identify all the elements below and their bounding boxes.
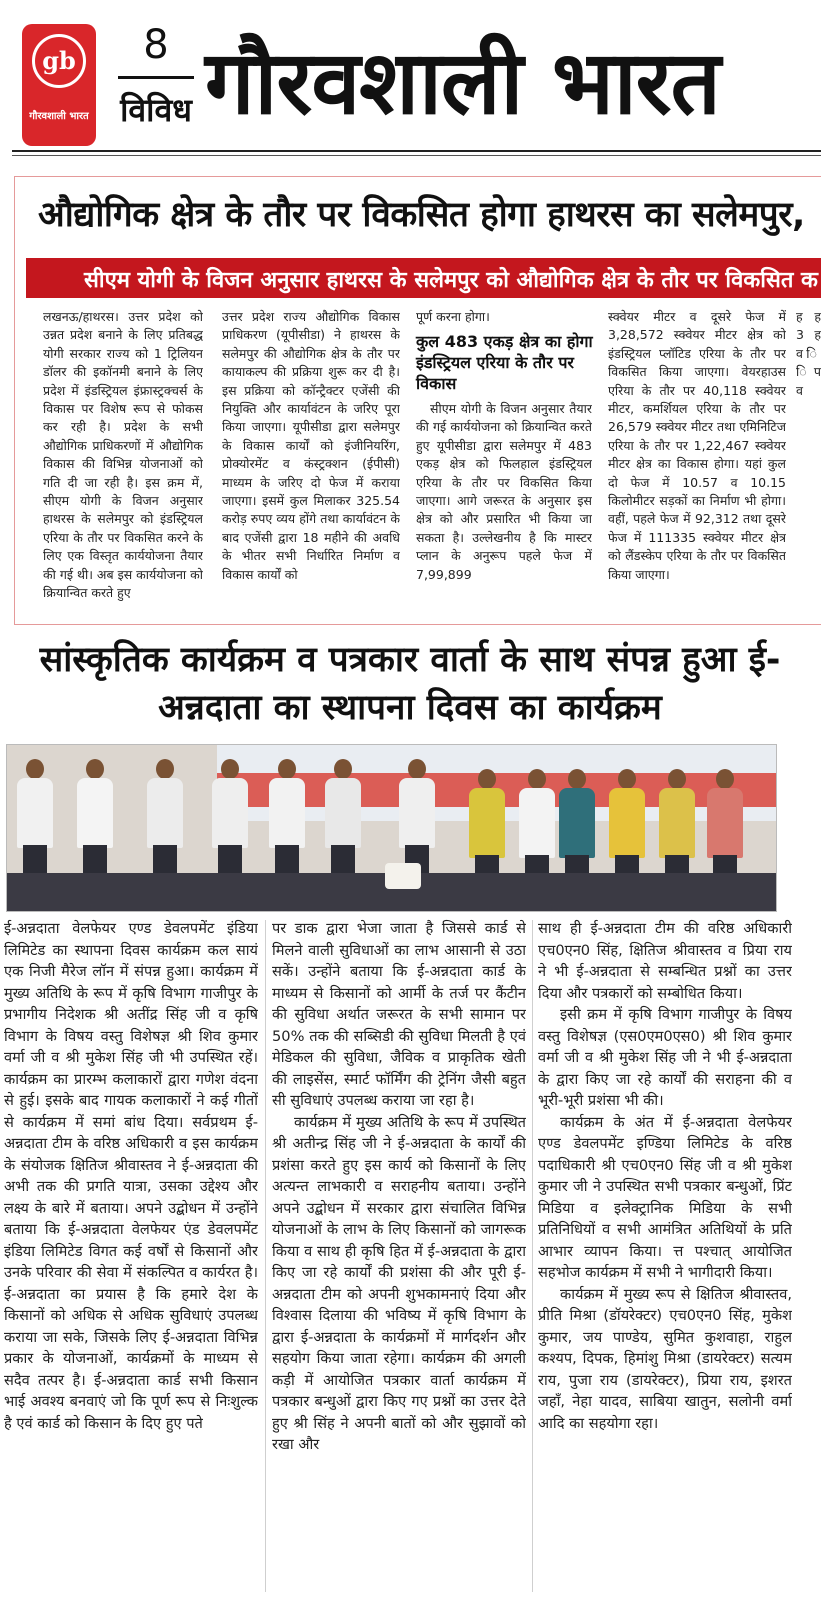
logo-ring-icon: [32, 34, 86, 88]
photo-person-body: [269, 778, 305, 848]
photo-person-head: [26, 759, 44, 779]
story2-paragraph: इसी क्रम में कृषि विभाग गाजीपुर के विषय वस्तु विशेषज्ञ (एस0एम0एस0) श्री शिव कुमार वर्मा जी व श्री मुकेश सिंह जी ने भी ई-अन्नदाता के द्वारा किए जा रहे कार्यों की सराहना की व भूरी-भूरी प्रशंसा भी की।: [538, 1006, 792, 1109]
story1-column-3: सीएम योगी के विजन अनुसार तैयार की गई कार्ययोजना को क्रियान्वित करते हुए यूपीसीडा द्वारा सलेमपुर में 483 एकड़ क्षेत्र को फिलहाल इंडस्ट्रियल एरिया के तौर पर विकसित किया जाएगा। आगे जरूरत के अनुसार इस क्षेत्र को और प्रसारित भी किया जा सकता है। उल्लेखनीय है कि मास्टर प्लान के अनुरूप पहले फेज में 7,99,899: [416, 401, 592, 582]
story1-subheading: कुल 483 एकड़ क्षेत्र का होगा इंडस्ट्रियल एरिया के तौर पर विकास: [416, 332, 593, 393]
photo-person-body: [519, 788, 555, 858]
column-divider: [532, 920, 533, 1592]
photo-person-head: [618, 769, 636, 789]
section-label: विविध: [120, 91, 192, 129]
story1-column-4: स्क्वेयर मीटर व दूसरे फेज में 3,28,572 स्क्वेयर मीटर क्षेत्र को इंडस्ट्रियल प्लॉटिड एरिया के तौर पर विकसित किया जाएगा। वेयरहाउस एरिया के तौर पर 40,118 स्क्वेयर मीटर, कमर्शियल एरिया के तौर पर 26,579 स्क्वेयर मीटर तथा एमिनिटिज एरिया के तौर पर 1,22,467 स्क्वेयर मीटर क्षेत्र का विकास होगा। यहां कुल दो फेज में 10.57 व 10.15 किलोमीटर सड़कों का निर्माण भी होगा। वहीं, पहले फेज में 92,312 तथा दूसरे फेज में 111335 स्क्वेयर मीटर क्षेत्र को लैंडस्केप एरिया के तौर पर विकसित किया जाएगा।: [608, 309, 786, 582]
paper-name: गौरवशाली भारत: [205, 31, 720, 134]
masthead-rule: [12, 150, 821, 152]
story2-paragraph: कार्यक्रम के अंत में ई-अन्नदाता वेलफेयर एण्ड डेवलपमेंट इण्डिया लिमिटेड के वरिष्ठ पदाधिकारी श्री एच0एन0 सिंह जी व श्री मुकेश कुमार जी ने उपस्थित सभी पत्रकार बन्धुओं, प्रिंट मिडिया व इलेक्ट्रानिक मिडिया के सभी प्रतिनिधियों व सभी आमंत्रित अतिथियों के प्रति आभार व्यापन किया। त्त पश्चात् आयोजित सहभोज कार्यक्रम में सभी ने भागीदारी किया।: [538, 1113, 792, 1281]
page-number: 8: [143, 22, 169, 68]
story2-paragraph: साथ ही ई-अन्नदाता टीम की वरिष्ठ अधिकारी एच0एन0 सिंह, क्षितिज श्रीवास्तव व प्रिया राय ने भी ई-अन्नदाता से सम्बन्धित प्रश्नों का उत्तर दिया और पत्रकारों को सम्बोधित किया।: [538, 920, 792, 1002]
newspaper-logo: [22, 24, 96, 146]
story1-column-2: उत्तर प्रदेश राज्य औद्योगिक विकास प्राधिकरण (यूपीसीडा) ने हाथरस के सलेमपुर की औद्योगिक क्षेत्र के तौर पर कायाकल्प की प्रक्रिया शुरू कर दी है। इस प्रक्रिया को कॉन्ट्रैक्टर एजेंसी की नियुक्ति और कार्यावंटन के जरिए पूरा किया जाएगा। यूपीसीडा द्वारा सलेमपुर के विकास कार्यों को इंजीनियरिंग, प्रोक्योरमेंट व कंस्ट्रक्शन (ईपीसी) माध्यम के जरिए दो फेज में कराया जाएगा। इसमें कुल मिलाकर 325.54 करोड़ रुपए व्यय होंगे तथा कार्यावंटन के बाद एजेंसी द्वारा 18 महीने की अवधि के भीतर सभी निर्धारित निर्माण व विकास कार्यों को: [222, 309, 400, 582]
photo-person-head: [221, 759, 239, 779]
event-photo: [6, 744, 777, 912]
story1-headline: औद्योगिक क्षेत्र के तौर पर विकसित होगा हाथरस का सलेमपुर,: [38, 195, 805, 235]
photo-person-body: [212, 778, 248, 848]
logo-text: गौरवशाली भारत: [29, 111, 89, 122]
story2-column-3: [538, 918, 792, 1594]
photo-person-body: [325, 778, 361, 848]
story2-headline: सांस्कृतिक कार्यक्रम व पत्रकार वार्ता के साथ संपन्न हुआ ई-अन्नदाता का स्थापना दिवस का कार्यक्रम: [39, 640, 781, 728]
masthead: [0, 0, 821, 158]
column-divider: [265, 920, 266, 1592]
photo-person-body: [77, 778, 113, 848]
photo-person-body: [17, 778, 53, 848]
story2-paragraph: कार्यक्रम में मुख्य रूप से क्षितिज श्रीवास्तव, प्रीति मिश्रा (डॉयरेक्टर) एच0एन0 सिंह, मुकेश कुमार, जय पाण्डेय, सुमित कुशवाहा, राहुल कश्यप, दिपक, हिमांशु मिश्रा (डायरेक्टर) सत्यम राय, पुजा राय (डायरेक्टर), प्रिया राय, इशरत जहाँ, नेहा यादव, साबिया खातुन, सलोनी वर्मा आदि का सहयोगा रहा।: [538, 1285, 792, 1432]
story2-column-2: [272, 918, 526, 1594]
photo-person-body: [559, 788, 595, 858]
story1-deck-text: सीएम योगी के विजन अनुसार हाथरस के सलेमपुर को औद्योगिक क्षेत्र के तौर पर विकसित क: [84, 268, 818, 293]
story2-paragraph: पर डाक द्वारा भेजा जाता है जिससे कार्ड से मिलने वाली सुविधाओं का लाभ आसानी से उठा सकें। उन्होंने बताया कि ई-अन्नदाता कार्ड के माध्यम से किसानों को आर्मी के तर्ज पर कैंटीन की सुविधा अर्थात जरूरत के सभी सामान पर 50% तक की सब्सिडी की सुविधा मिलती है एवं मेडिकल की सुविधा, जैविक व प्राकृतिक खेती की लाइसेंस, स्मार्ट फॉर्मिंग की ट्रेनिंग जैसी बहुत सी सुविधाएं उपलब्ध कराया जा रहा है।: [272, 920, 526, 1109]
photo-person-head: [716, 769, 734, 789]
story1-column-5-cut: ह ह 3 ह व ि ि प व: [796, 309, 821, 398]
photo-person-head: [334, 759, 352, 779]
story2-column-1: [4, 918, 258, 1594]
photo-person-head: [408, 759, 426, 779]
photo-person-body: [399, 778, 435, 848]
photo-person-body: [147, 778, 183, 848]
photo-person-head: [86, 759, 104, 779]
photo-person-body: [659, 788, 695, 858]
photo-person-head: [568, 769, 586, 789]
photo-person-head: [478, 769, 496, 789]
masthead-rule-thin: [12, 155, 821, 156]
story1-column-1: लखनऊ/हाथरस। उत्तर प्रदेश को उन्नत प्रदेश बनाने के लिए प्रतिबद्ध योगी सरकार राज्य को 1 ट्रिलियन डॉलर की इकॉनमी बनाने के लिए प्रदेश में इंडस्ट्रियल इंफ्रास्ट्रक्चर्स के विकास पर विशेष रूप से फोकस कर रही है। प्रदेश के सभी औद्योगिक प्राधिकरणों में औद्योगिक विकास की विभिन्न योजनाओं को गति दी जा रही है। इस क्रम में, सीएम योगी के विजन अनुसार हाथरस के सलेमपुर को इंडस्ट्रियल एरिया के तौर पर विकसित करने के लिए एक विस्तृत कार्ययोजना तैयार की गई थी। अब इस कार्ययोजना को क्रियान्वित करते हुए: [43, 309, 203, 601]
story2-paragraph: कार्यक्रम में मुख्य अतिथि के रूप में उपस्थित श्री अतीन्द्र सिंह जी ने ई-अन्नदाता के कार्यों की प्रशंसा करते हुए इस कार्य को किसानों के लिए अत्यन्त लाभकारी व सराहनीय बताया। उन्होंने अपने उद्बोधन में सरकार द्वारा संचालित विभिन्न योजनाओं के लाभ के लिए किसानों को जागरूक किया व साथ ही कृषि हित में ई-अन्नदाता के द्वारा किए जा रहे कार्यों की प्रशंसा की और पूरी ई-अन्नदाता टीम को अपनी शुभकामनाएं दिया और विश्वास दिलाया की भविष्य में कृषि विभाग के द्वारा ई-अन्नदाता के कार्यक्रमों में मार्गदर्शन और सहयोग किया जाता रहेगा। कार्यक्रम की अगली कड़ी में आयोजित पत्रकार वार्ता कार्यक्रम में पत्रकार बन्धुओं द्वारा किए गए प्रश्नों का उत्तर देते हुए श्री सिंह ने अपनी बातों को और सुझावों को रखा और: [272, 1113, 526, 1453]
photo-person-head: [278, 759, 296, 779]
photo-person-head: [528, 769, 546, 789]
photo-person-head: [668, 769, 686, 789]
story2-paragraph: ई-अन्नदाता वेलफेयर एण्ड डेवलपमेंट इंडिया लिमिटेड का स्थापना दिवस कार्यक्रम कल सायं एक निजी मैरेज लॉन में संपन्न हुआ। कार्यक्रम में मुख्य अतिथि के रूप में कृषि विभाग गाजीपुर के प्रभागीय निदेशक श्री अतींद्र सिंह जी व कृषि विभाग के विषय वस्तु विशेषज्ञ श्री शिव कुमार वर्मा जी व श्री मुकेश सिंह जी भी उपस्थित रहें। कार्यक्रम का प्रारम्भ कलाकारों द्वारा गणेश वंदना से हुई। इसके बाद गायक कलाकारों ने कई गीतों से कार्यक्रम में समां बांध दिया। सर्वप्रथम ई-अन्नदाता टीम के वरिष्ठ अधिकारी व इस कार्यक्रम के संयोजक क्षितिज श्रीवास्तव ने ई-अन्नदाता की अभी तक की प्रगति यात्रा, उसका उद्देश्य और लक्ष्य के बारे में बताया। अपने उद्बोधन में उन्होंने बताया कि ई-अन्नदाता वेलफेयर एंड डेवलपमेंट इंडिया लिमिटेड विगत कई वर्षों से किसानों और उनके परिवार की सेवा में संकल्पित व कार्यरत है। ई-अन्नदाता का प्रयास है कि हमारे देश के किसानों को अधिक से अधिक सुविधाएं उपलब्ध कराया जा सके, जिसके लिए ई-अन्नदाता विभिन्न प्रकार के योजनाओं, कार्यक्रमों के माध्यम से सदैव तत्पर है। ई-अन्नदाता कार्ड सभी किसान भाई अवश्य बनवाएं जो कि पूर्ण रूप से निःशुल्क है एवं कार्ड को किसान के दिए हुए पते: [4, 920, 258, 1432]
logo-mark: gb: [42, 46, 76, 75]
photo-person-body: [707, 788, 743, 858]
story1-column-3-top: पूर्ण करना होगा।: [416, 309, 490, 324]
page-number-divider: [118, 76, 194, 79]
photo-person-head: [156, 759, 174, 779]
photo-person-body: [609, 788, 645, 858]
photo-person-body: [469, 788, 505, 858]
photo-cake: [385, 863, 421, 889]
